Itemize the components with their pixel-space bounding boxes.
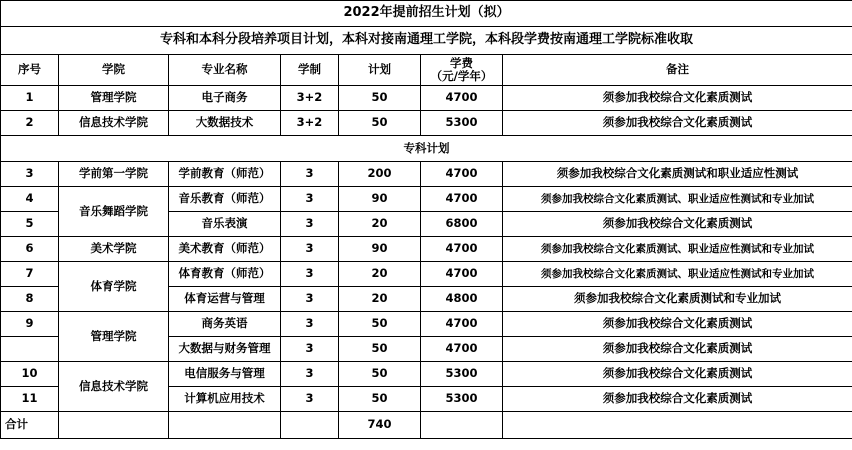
cell-plan: 50: [339, 111, 421, 136]
cell-major: 商务英语: [169, 312, 281, 337]
table-title: 2022年提前招生计划（拟）: [1, 1, 852, 27]
cell-major: 体育教育（师范）: [169, 262, 281, 287]
section-label: 专科计划: [1, 136, 852, 162]
header-row: [1, 55, 852, 86]
cell-fee: 4700: [421, 337, 503, 362]
cell-major: 大数据与财务管理: [169, 337, 281, 362]
cell-note: 须参加我校综合文化素质测试: [503, 86, 852, 111]
table-row: [1, 237, 852, 262]
cell-length: 3: [281, 187, 339, 212]
cell-college: 信息技术学院: [59, 362, 169, 412]
cell-fee: 4700: [421, 162, 503, 187]
table-row: [1, 162, 852, 187]
cell-fee: 4700: [421, 86, 503, 111]
cell-no: 8: [1, 287, 59, 312]
cell-note: 须参加我校综合文化素质测试和专业加试: [503, 287, 852, 312]
cell-no: 7: [1, 262, 59, 287]
cell-college: 管理学院: [59, 86, 169, 111]
cell-plan: 20: [339, 262, 421, 287]
cell-plan: 200: [339, 162, 421, 187]
cell-fee: 5300: [421, 111, 503, 136]
cell-length: 3: [281, 262, 339, 287]
cell-length: 3: [281, 237, 339, 262]
cell-note: 须参加我校综合文化素质测试: [503, 312, 852, 337]
cell-fee: 4700: [421, 237, 503, 262]
cell-note: 须参加我校综合文化素质测试: [503, 387, 852, 412]
cell-note: 须参加我校综合文化素质测试、职业适应性测试和专业加试: [503, 262, 852, 287]
cell-plan: 50: [339, 86, 421, 111]
header-no: 序号: [1, 55, 59, 86]
cell-major: 体育运营与管理: [169, 287, 281, 312]
cell-no: 4: [1, 187, 59, 212]
cell-college: 美术学院: [59, 237, 169, 262]
table-subtitle: 专科和本科分段培养项目计划，本科对接南通理工学院，本科段学费按南通理工学院标准收取: [1, 27, 852, 55]
table-row: [1, 86, 852, 111]
cell-length: 3: [281, 387, 339, 412]
header-length: 学制: [281, 55, 339, 86]
header-fee: [421, 55, 503, 86]
cell-college: 体育学院: [59, 262, 169, 312]
cell-no: 3: [1, 162, 59, 187]
cell-major: 音乐教育（师范）: [169, 187, 281, 212]
total-row: [1, 412, 852, 439]
table-row: [1, 111, 852, 136]
cell-length: 3: [281, 337, 339, 362]
cell-no: 6: [1, 237, 59, 262]
cell-length: 3+2: [281, 111, 339, 136]
cell-fee: 4800: [421, 287, 503, 312]
cell-note: 须参加我校综合文化素质测试、职业适应性测试和专业加试: [503, 187, 852, 212]
cell-plan: 50: [339, 362, 421, 387]
cell-plan: 20: [339, 287, 421, 312]
cell-college: 音乐舞蹈学院: [59, 187, 169, 237]
cell-fee: 4700: [421, 187, 503, 212]
table-row: [1, 262, 852, 287]
cell-note: 须参加我校综合文化素质测试: [503, 212, 852, 237]
cell-plan: 90: [339, 237, 421, 262]
header-fee-line2: （元/学年）: [430, 69, 493, 83]
cell-no: 9: [1, 312, 59, 337]
cell-length: 3: [281, 162, 339, 187]
cell-major: 学前教育（师范）: [169, 162, 281, 187]
cell-note: 须参加我校综合文化素质测试: [503, 111, 852, 136]
cell-no: [1, 337, 59, 362]
cell-fee: 6800: [421, 212, 503, 237]
cell-major: 电信服务与管理: [169, 362, 281, 387]
header-college: 学院: [59, 55, 169, 86]
cell-no: 10: [1, 362, 59, 387]
cell-college: 学前第一学院: [59, 162, 169, 187]
cell-no: 1: [1, 86, 59, 111]
cell-plan: 50: [339, 337, 421, 362]
total-label: 合计: [1, 412, 59, 439]
total-plan: 740: [339, 412, 421, 439]
cell-plan: 50: [339, 312, 421, 337]
cell-no: 2: [1, 111, 59, 136]
cell-no: 5: [1, 212, 59, 237]
cell-major: 美术教育（师范）: [169, 237, 281, 262]
cell-length: 3: [281, 312, 339, 337]
cell-note: 须参加我校综合文化素质测试和职业适应性测试: [503, 162, 852, 187]
cell-fee: 5300: [421, 387, 503, 412]
cell-length: 3: [281, 287, 339, 312]
cell-major: 大数据技术: [169, 111, 281, 136]
cell-college: 信息技术学院: [59, 111, 169, 136]
cell-major: 计算机应用技术: [169, 387, 281, 412]
cell-plan: 50: [339, 387, 421, 412]
cell-plan: 20: [339, 212, 421, 237]
cell-note: 须参加我校综合文化素质测试: [503, 362, 852, 387]
cell-fee: 4700: [421, 262, 503, 287]
cell-fee: 5300: [421, 362, 503, 387]
cell-college: 管理学院: [59, 312, 169, 362]
header-fee-line1: 学费: [450, 55, 473, 70]
header-major: 专业名称: [169, 55, 281, 86]
cell-plan: 90: [339, 187, 421, 212]
table-row: [1, 187, 852, 212]
header-plan: 计划: [339, 55, 421, 86]
cell-note: 须参加我校综合文化素质测试、职业适应性测试和专业加试: [503, 237, 852, 262]
cell-major: 电子商务: [169, 86, 281, 111]
table-row: [1, 362, 852, 387]
cell-major: 音乐表演: [169, 212, 281, 237]
cell-length: 3+2: [281, 86, 339, 111]
cell-no: 11: [1, 387, 59, 412]
cell-length: 3: [281, 362, 339, 387]
cell-fee: 4700: [421, 312, 503, 337]
cell-length: 3: [281, 212, 339, 237]
table-row: [1, 312, 852, 337]
cell-note: 须参加我校综合文化素质测试: [503, 337, 852, 362]
header-note: 备注: [503, 55, 852, 86]
